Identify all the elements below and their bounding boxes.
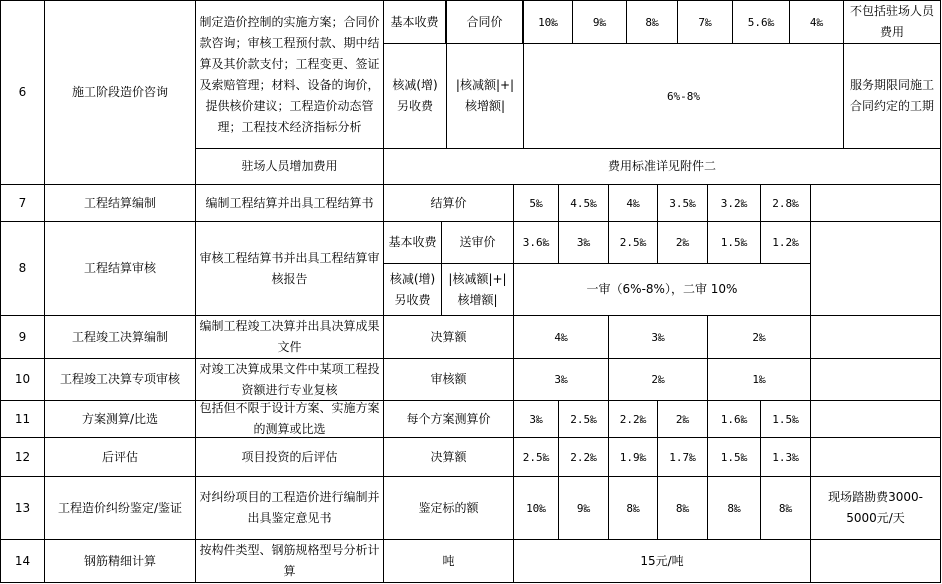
- rate-cell-text: 8‰: [626, 501, 640, 515]
- rate-cell: [707, 437, 761, 477]
- rate-cell-text: 15元/吨: [640, 553, 684, 568]
- rate-cell: [558, 221, 609, 264]
- rate-cell: [558, 476, 609, 540]
- rate-cell-text: 5‰: [529, 196, 543, 210]
- rate-cell-text: 2‰: [675, 412, 690, 426]
- row-number-text: 7: [18, 195, 27, 210]
- rate-cell-text: 8‰: [727, 501, 741, 515]
- row-number-text: 12: [14, 449, 31, 464]
- fee-basis: [383, 437, 514, 477]
- rate-cell: [707, 400, 761, 438]
- rate-cell-text: 7‰: [698, 15, 712, 29]
- service-description: [195, 315, 384, 359]
- fee-basis-text: 鉴定标的额: [418, 500, 479, 515]
- rate-cell: [707, 315, 811, 359]
- rate-cell: [707, 358, 811, 401]
- row-number-text: 11: [14, 411, 31, 426]
- fee-type-label-text: 核减(增)另收费: [392, 78, 438, 113]
- rate-cell-text: 2.2‰: [570, 450, 597, 464]
- service-name: [44, 315, 196, 359]
- rate-cell: [760, 437, 811, 477]
- rate-cell-text: 10‰: [526, 501, 546, 515]
- fee-basis-text: 每个方案测算价: [406, 411, 491, 426]
- service-name: [44, 539, 196, 583]
- fee-basis: [383, 358, 514, 401]
- row-number: [0, 437, 45, 477]
- rate-cell: [760, 184, 811, 222]
- rate-cell-text: 3‰: [651, 330, 665, 344]
- row-number: [0, 358, 45, 401]
- rate-cell-text: 4‰: [626, 196, 640, 210]
- row-number: [0, 221, 45, 316]
- service-name-text: 工程结算审核: [83, 261, 156, 275]
- rate-cell: [760, 400, 811, 438]
- rate-cell-text: 2.2‰: [619, 412, 647, 426]
- row-number: [0, 184, 45, 222]
- rate-cell: [513, 358, 609, 401]
- row-number-text: 6: [18, 85, 27, 99]
- rate-cell: [760, 221, 811, 264]
- service-description: [195, 0, 384, 149]
- fee-basis: [441, 263, 514, 316]
- service-name-text: 后评估: [101, 449, 138, 464]
- rate-cell-text: 3‰: [576, 236, 591, 249]
- rate-cell: [558, 437, 609, 477]
- service-name-text: 工程结算编制: [83, 195, 156, 210]
- rate-cell: [732, 0, 790, 44]
- remark-text: 现场踏勘费3000-5000元/天: [828, 490, 923, 525]
- rate-cell: [523, 43, 844, 149]
- rate-cell: [513, 315, 609, 359]
- service-description: [195, 184, 384, 222]
- rate-cell: [657, 400, 708, 438]
- remark: [810, 358, 941, 401]
- fee-basis-text: |核减额|+|核增额|: [455, 78, 515, 113]
- service-description-text: 编制工程结算并出具工程结算书: [205, 195, 374, 210]
- rate-cell: [707, 221, 761, 264]
- remark-text: 服务期限同施工合同约定的工期: [849, 78, 934, 113]
- rate-cell-text: 2‰: [675, 236, 690, 249]
- rate-cell: [608, 221, 658, 264]
- row-number-text: 8: [18, 261, 27, 275]
- remark: [810, 539, 941, 583]
- rate-cell: [707, 184, 761, 222]
- onsite-label: [195, 148, 384, 185]
- rate-cell-text: 1‰: [752, 373, 766, 386]
- fee-type-label-text: 基本收费: [390, 14, 439, 29]
- rate-cell-text: 1.2‰: [772, 236, 799, 249]
- rate-cell-text: 3.6‰: [522, 236, 550, 249]
- rate-cell-text: 2.8‰: [772, 196, 799, 210]
- rate-cell: [760, 476, 811, 540]
- rate-cell-text: 4‰: [809, 15, 824, 29]
- service-name-text: 工程竣工决算编制: [71, 329, 168, 344]
- rate-cell: [513, 539, 811, 583]
- service-description: [195, 437, 384, 477]
- remark: [810, 400, 941, 438]
- service-description-text: 审核工程结算书并出具工程结算审核报告: [199, 250, 380, 286]
- service-name-text: 工程竣工决算专项审核: [59, 372, 180, 386]
- rate-cell: [608, 476, 658, 540]
- service-name: [44, 0, 196, 185]
- remark: [810, 184, 941, 222]
- service-name: [44, 358, 196, 401]
- fee-basis-text: 决算额: [430, 329, 467, 344]
- row-number: [0, 539, 45, 583]
- row-number-text: 13: [14, 500, 31, 515]
- rate-cell-text: 3‰: [529, 412, 543, 426]
- service-description: [195, 221, 384, 316]
- rate-cell-text: 10‰: [538, 15, 558, 29]
- service-name: [44, 437, 196, 477]
- rate-cell-text: 1.5‰: [772, 412, 799, 426]
- rate-cell: [513, 221, 559, 264]
- service-description-text: 编制工程竣工决算并出具决算成果文件: [199, 319, 380, 354]
- remark: [810, 476, 941, 540]
- fee-type-label: [383, 221, 442, 264]
- fee-type-label-text: 基本收费: [388, 235, 437, 249]
- rate-cell-text: 2.5‰: [570, 412, 597, 426]
- fee-type-label: [383, 43, 447, 149]
- fee-basis-text: 结算价: [430, 195, 467, 210]
- rate-cell-text: 6%-8%: [666, 89, 701, 103]
- rate-cell-text: 9‰: [576, 501, 591, 515]
- rate-cell-text: 4‰: [554, 330, 568, 344]
- service-description: [195, 476, 384, 540]
- rate-cell-text: 9‰: [592, 15, 607, 29]
- service-name-text: 工程造价纠纷鉴定/鉴证: [57, 500, 183, 515]
- remark: [843, 43, 941, 149]
- rate-cell: [608, 358, 708, 401]
- service-name-text: 施工阶段造价咨询: [71, 85, 168, 99]
- fee-type-label: [383, 0, 446, 44]
- fee-basis: [383, 315, 514, 359]
- rate-cell: [677, 0, 733, 44]
- onsite-value-text: 费用标准详见附件二: [607, 159, 716, 173]
- row-number-text: 14: [14, 553, 31, 568]
- rate-cell: [513, 263, 811, 316]
- rate-cell: [657, 221, 708, 264]
- rate-cell: [523, 0, 573, 44]
- rate-cell-text: 2‰: [651, 373, 665, 386]
- fee-basis: [441, 221, 514, 264]
- service-description-text: 对竣工决算成果文件中某项工程投资额进行专业复核: [199, 361, 380, 397]
- service-description-text: 按构件类型、钢筋规格型号分析计算: [199, 543, 380, 578]
- service-description-text: 包括但不限于设计方案、实施方案的测算或比选: [199, 401, 380, 436]
- rate-cell-text: 1.5‰: [720, 450, 748, 464]
- rate-cell-text: 1.6‰: [720, 412, 748, 426]
- rate-cell-text: 1.3‰: [772, 450, 799, 464]
- rate-cell-text: 1.5‰: [720, 236, 748, 249]
- service-description-text: 制定造价控制的实施方案；合同价款咨询；审核工程预付款、期中结算及其价款支付；工程变更、签证及索赔管理；材料、设备的询价，提供核价建议；工程造价动态管理；工程技术经济指标分析: [199, 14, 380, 134]
- fee-basis: [383, 400, 514, 438]
- rate-cell-text: 2.5‰: [619, 236, 647, 249]
- fee-basis-text: 送审价: [459, 235, 496, 249]
- service-description: [195, 358, 384, 401]
- service-description: [195, 400, 384, 438]
- rate-cell-text: 1.7‰: [669, 450, 696, 464]
- rate-cell: [608, 437, 658, 477]
- rate-cell-text: 1.9‰: [619, 450, 647, 464]
- rate-cell-text: 2‰: [752, 330, 766, 344]
- remark: [810, 315, 941, 359]
- rate-cell: [626, 0, 678, 44]
- service-description-text: 项目投资的后评估: [241, 449, 338, 464]
- rate-cell-text: 3.5‰: [669, 196, 696, 210]
- fee-type-label: [383, 263, 442, 316]
- fee-basis-text: |核减额|+|核增额|: [448, 271, 507, 307]
- rate-cell: [608, 315, 708, 359]
- rate-cell: [707, 476, 761, 540]
- rate-cell: [657, 437, 708, 477]
- rate-cell-text: 8‰: [675, 501, 690, 515]
- rate-cell-text: 3‰: [554, 373, 568, 386]
- remark: [810, 221, 941, 316]
- rate-cell: [513, 184, 559, 222]
- rate-cell: [572, 0, 627, 44]
- remark-text: 不包括驻场人员费用: [849, 4, 934, 39]
- rate-cell: [608, 400, 658, 438]
- row-number: [0, 0, 45, 185]
- fee-basis: [383, 184, 514, 222]
- fee-basis: [383, 539, 514, 583]
- rate-cell-text: 5.6‰: [747, 15, 775, 29]
- row-number: [0, 400, 45, 438]
- row-number-text: 10: [14, 372, 31, 386]
- service-name: [44, 476, 196, 540]
- rate-cell: [513, 400, 559, 438]
- row-number: [0, 476, 45, 540]
- rate-cell-text: 4.5‰: [570, 196, 597, 210]
- rate-cell: [789, 0, 844, 44]
- row-number: [0, 315, 45, 359]
- fee-basis-text: 决算额: [430, 449, 467, 464]
- fee-basis: [446, 43, 524, 149]
- rate-cell-text: 8‰: [778, 501, 793, 515]
- rate-cell: [657, 476, 708, 540]
- fee-basis-text: 合同价: [466, 14, 503, 29]
- onsite-label-text: 驻场人员增加费用: [241, 159, 338, 173]
- fee-basis-text: 吨: [442, 553, 455, 568]
- rate-cell-text: 一审（6%-8%），二审 10%: [586, 282, 738, 296]
- rate-cell: [513, 476, 559, 540]
- row-number-text: 9: [18, 329, 27, 344]
- rate-cell-text: 2.5‰: [522, 450, 550, 464]
- rate-cell: [657, 184, 708, 222]
- service-description: [195, 539, 384, 583]
- service-name: [44, 221, 196, 316]
- service-name: [44, 400, 196, 438]
- fee-basis: [446, 0, 523, 44]
- rate-cell-text: 8‰: [645, 15, 659, 29]
- rate-cell: [558, 184, 609, 222]
- service-name-text: 钢筋精细计算: [83, 553, 156, 568]
- remark: [810, 437, 941, 477]
- rate-cell: [608, 184, 658, 222]
- remark: [843, 0, 941, 44]
- rate-cell: [513, 437, 559, 477]
- fee-type-label-text: 核减(增)另收费: [389, 271, 436, 307]
- service-name-text: 方案测算/比选: [81, 411, 159, 426]
- fee-basis: [383, 476, 514, 540]
- onsite-value: [383, 148, 941, 185]
- rate-cell-text: 3.2‰: [720, 196, 748, 210]
- service-name: [44, 184, 196, 222]
- fee-basis-text: 审核额: [430, 372, 467, 386]
- rate-cell: [558, 400, 609, 438]
- service-description-text: 对纠纷项目的工程造价进行编制并出具鉴定意见书: [199, 490, 380, 525]
